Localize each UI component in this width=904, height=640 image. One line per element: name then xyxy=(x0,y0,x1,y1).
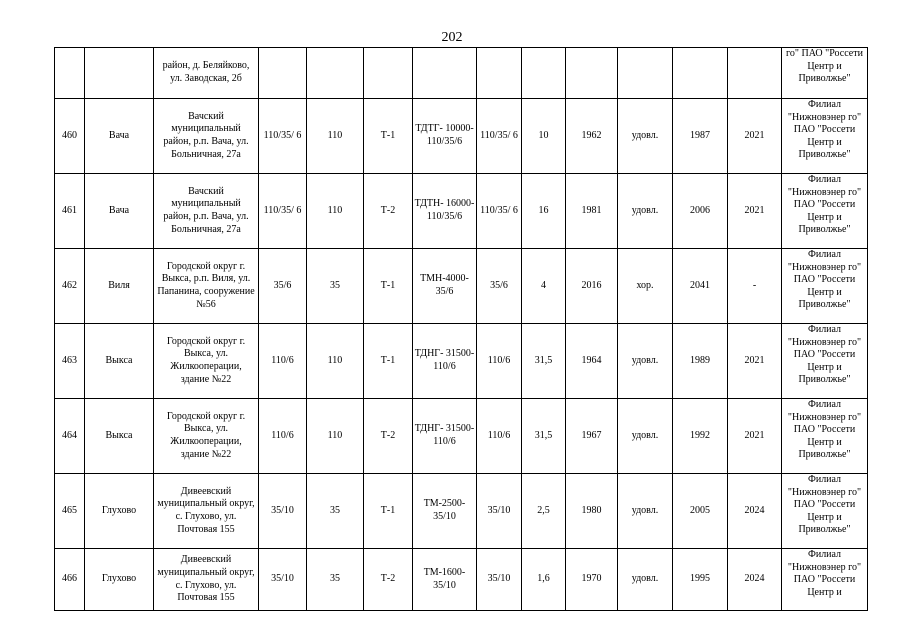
address-cell: Вачский муниципальный район, р.п. Вача, ул. Больничная, 27а xyxy=(154,174,259,249)
transformer-cell: Т-1 xyxy=(364,324,413,399)
address-cell: район, д. Беляйково, ул. Заводская, 2б xyxy=(154,48,259,99)
table-row xyxy=(55,549,868,611)
year-built-cell: 1981 xyxy=(566,174,618,249)
transformer-type-cell: ТДТГ- 10000- 110/35/6 xyxy=(413,99,477,174)
row-number-cell: 466 xyxy=(55,549,85,611)
year-built-cell: 1962 xyxy=(566,99,618,174)
year-1-cell: 2041 xyxy=(673,249,728,324)
owner-cell: Филиал "Нижновэнер го" ПАО "Россети Центр и Приволжье" xyxy=(782,324,868,399)
transformer-cell: Т-2 xyxy=(364,549,413,611)
owner-cell: Филиал "Нижновэнер го" ПАО "Россети Центр и Приволжье" xyxy=(782,474,868,549)
substation-name-cell: Вача xyxy=(85,174,154,249)
table-row xyxy=(55,174,868,249)
voltage-class-cell: 110/35/ 6 xyxy=(259,174,307,249)
year-1-cell: 1989 xyxy=(673,324,728,399)
condition-cell: удовл. xyxy=(618,99,673,174)
substation-name-cell: Виля xyxy=(85,249,154,324)
transformer-type-cell: ТМ-2500- 35/10 xyxy=(413,474,477,549)
high-voltage-cell: 110 xyxy=(307,399,364,474)
transformer-type-cell: ТМ-1600- 35/10 xyxy=(413,549,477,611)
high-voltage-cell: 110 xyxy=(307,99,364,174)
ratio-cell: 110/35/ 6 xyxy=(477,99,522,174)
row-number-cell: 464 xyxy=(55,399,85,474)
substation-name-cell: Глухово xyxy=(85,474,154,549)
year-built-cell: 1964 xyxy=(566,324,618,399)
condition-cell: удовл. xyxy=(618,399,673,474)
transformer-cell: Т-1 xyxy=(364,99,413,174)
year-2-cell: 2024 xyxy=(728,549,782,611)
row-number-cell: 460 xyxy=(55,99,85,174)
year-built-cell: 2016 xyxy=(566,249,618,324)
substation-table xyxy=(54,47,868,611)
high-voltage-cell: 110 xyxy=(307,174,364,249)
high-voltage-cell: 35 xyxy=(307,249,364,324)
year-1-cell: 2006 xyxy=(673,174,728,249)
year-2-cell: 2021 xyxy=(728,99,782,174)
ratio-cell: 35/6 xyxy=(477,249,522,324)
power-cell: 2,5 xyxy=(522,474,566,549)
owner-cell: Филиал "Нижновэнер го" ПАО "Россети Центр и Приволжье" xyxy=(782,399,868,474)
year-2-cell: 2021 xyxy=(728,174,782,249)
address-cell: Вачский муниципальный район, р.п. Вача, ул. Больничная, 27а xyxy=(154,99,259,174)
address-cell: Городской округ г. Выкса, ул. Жилкооперации, здание №22 xyxy=(154,399,259,474)
year-2-cell: 2024 xyxy=(728,474,782,549)
substation-name-cell: Выкса xyxy=(85,399,154,474)
ratio-cell: 110/35/ 6 xyxy=(477,174,522,249)
row-number-cell: 462 xyxy=(55,249,85,324)
power-cell: 10 xyxy=(522,99,566,174)
table-row xyxy=(55,249,868,324)
row-number-cell: 465 xyxy=(55,474,85,549)
year-1-cell: 1992 xyxy=(673,399,728,474)
year-2-cell: - xyxy=(728,249,782,324)
ratio-cell: 35/10 xyxy=(477,549,522,611)
transformer-cell: Т-2 xyxy=(364,399,413,474)
owner-cell: го" ПАО "Россети Центр и Приволжье" xyxy=(782,48,868,99)
owner-cell: Филиал "Нижновэнер го" ПАО "Россети Центр и Приволжье" xyxy=(782,99,868,174)
high-voltage-cell: 35 xyxy=(307,474,364,549)
condition-cell: удовл. xyxy=(618,549,673,611)
voltage-class-cell: 110/35/ 6 xyxy=(259,99,307,174)
year-built-cell: 1980 xyxy=(566,474,618,549)
transformer-type-cell: ТДНГ- 31500- 110/6 xyxy=(413,324,477,399)
condition-cell: хор. xyxy=(618,249,673,324)
page-number: 202 xyxy=(441,30,463,45)
ratio-cell: 35/10 xyxy=(477,474,522,549)
table-row xyxy=(55,399,868,474)
row-number-cell: 461 xyxy=(55,174,85,249)
ratio-cell: 110/6 xyxy=(477,324,522,399)
voltage-class-cell: 35/10 xyxy=(259,474,307,549)
owner-cell: Филиал "Нижновэнер го" ПАО "Россети Центр и Приволжье" xyxy=(782,174,868,249)
row-number-cell: 463 xyxy=(55,324,85,399)
power-cell: 4 xyxy=(522,249,566,324)
transformer-cell: Т-2 xyxy=(364,174,413,249)
condition-cell: удовл. xyxy=(618,174,673,249)
transformer-type-cell: ТМН-4000- 35/6 xyxy=(413,249,477,324)
condition-cell: удовл. xyxy=(618,324,673,399)
power-cell: 16 xyxy=(522,174,566,249)
year-2-cell: 2021 xyxy=(728,399,782,474)
address-cell: Дивеевский муниципальный округ, с. Глухово, ул. Почтовая 155 xyxy=(154,549,259,611)
high-voltage-cell: 35 xyxy=(307,549,364,611)
transformer-cell: Т-1 xyxy=(364,474,413,549)
voltage-class-cell: 110/6 xyxy=(259,399,307,474)
year-1-cell: 1987 xyxy=(673,99,728,174)
table-row xyxy=(55,324,868,399)
voltage-class-cell: 35/6 xyxy=(259,249,307,324)
address-cell: Городской округ г. Выкса, р.п. Виля, ул. Папанина, сооружение №56 xyxy=(154,249,259,324)
transformer-type-cell: ТДНГ- 31500- 110/6 xyxy=(413,399,477,474)
year-built-cell: 1967 xyxy=(566,399,618,474)
high-voltage-cell: 110 xyxy=(307,324,364,399)
voltage-class-cell: 35/10 xyxy=(259,549,307,611)
table-row xyxy=(55,474,868,549)
substation-name-cell: Вача xyxy=(85,99,154,174)
table-row xyxy=(55,48,868,99)
year-1-cell: 2005 xyxy=(673,474,728,549)
power-cell: 1,6 xyxy=(522,549,566,611)
address-cell: Городской округ г. Выкса, ул. Жилкооперации, здание №22 xyxy=(154,324,259,399)
substation-name-cell: Глухово xyxy=(85,549,154,611)
transformer-cell: Т-1 xyxy=(364,249,413,324)
condition-cell: удовл. xyxy=(618,474,673,549)
year-built-cell: 1970 xyxy=(566,549,618,611)
table-row xyxy=(55,99,868,174)
transformer-type-cell: ТДТН- 16000- 110/35/6 xyxy=(413,174,477,249)
ratio-cell: 110/6 xyxy=(477,399,522,474)
substation-name-cell: Выкса xyxy=(85,324,154,399)
owner-cell: Филиал "Нижновэнер го" ПАО "Россети Центр и Приволжье" xyxy=(782,249,868,324)
power-cell: 31,5 xyxy=(522,399,566,474)
year-2-cell: 2021 xyxy=(728,324,782,399)
year-1-cell: 1995 xyxy=(673,549,728,611)
power-cell: 31,5 xyxy=(522,324,566,399)
voltage-class-cell: 110/6 xyxy=(259,324,307,399)
owner-cell: Филиал "Нижновэнер го" ПАО "Россети Центр и xyxy=(782,549,868,611)
address-cell: Дивеевский муниципальный округ, с. Глухово, ул. Почтовая 155 xyxy=(154,474,259,549)
